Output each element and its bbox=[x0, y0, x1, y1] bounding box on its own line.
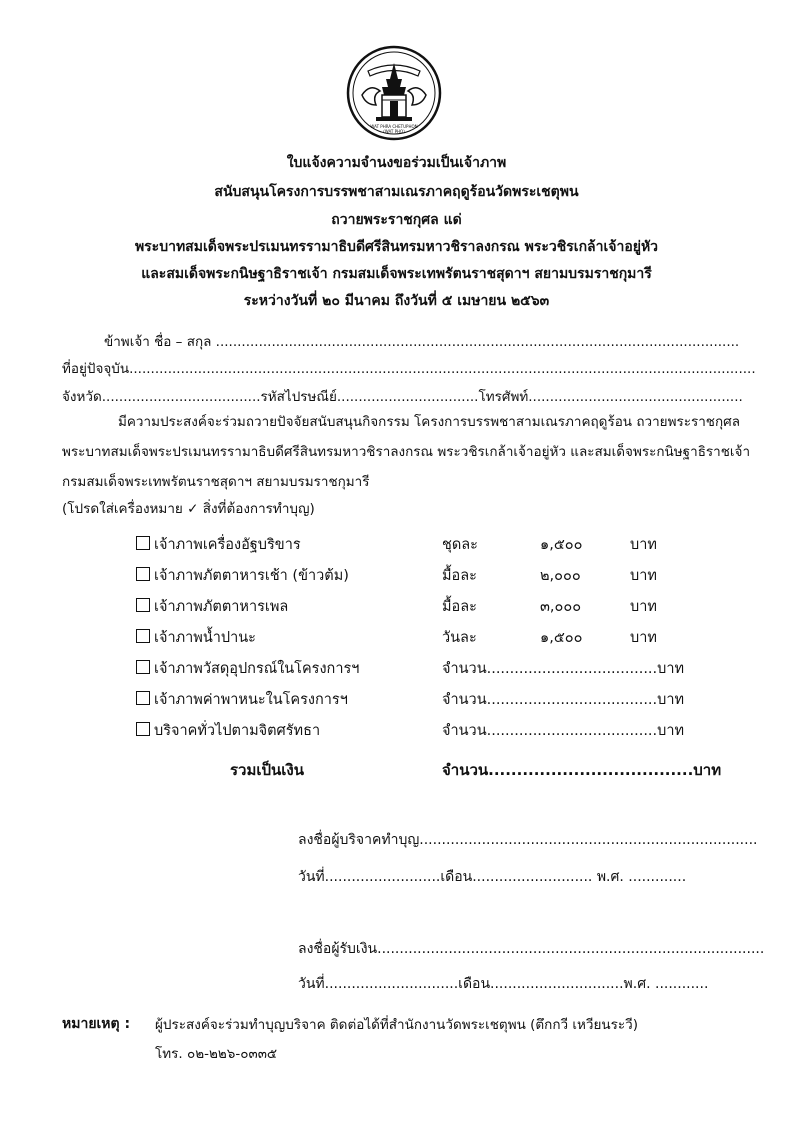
donation-item-amount: ๑,๕๐๐ bbox=[540, 537, 583, 553]
king-title-line: พระบาทสมเด็จพระปรเมนทรรามาธิบดีศรีสินทรมหาวชิราลงกรณ พระวชิรเกล้าเจ้าอยู่หัว bbox=[134, 239, 659, 255]
donation-item-currency: บาท bbox=[630, 630, 657, 646]
checkbox[interactable] bbox=[136, 660, 150, 674]
donation-item[interactable] bbox=[136, 657, 359, 680]
receiver-date-field[interactable]: วันที่..............................เดือน..............................พ.ศ. ............ bbox=[298, 976, 709, 992]
total-label: รวมเป็นเงิน bbox=[230, 761, 304, 779]
donation-item-label: เจ้าภาพค่าพาหนะในโครงการฯ bbox=[154, 692, 348, 708]
donation-item-amount: ๒,๐๐๐ bbox=[540, 568, 581, 584]
form-title: ใบแจ้งความจำนงขอร่วมเป็นเจ้าภาพ bbox=[286, 155, 507, 171]
donation-item-label: เจ้าภาพน้ำปานะ bbox=[154, 630, 256, 646]
checkbox[interactable] bbox=[136, 567, 150, 581]
province-postcode-phone-field[interactable]: จังหวัด.....................................รหัสไปรษณีย์.................................โทรศัพท์.................................................. bbox=[62, 389, 743, 405]
name-field[interactable]: ข้าพเจ้า ชื่อ – สกุล .......................................................................................................................... bbox=[104, 334, 740, 350]
donation-item-unit: ชุดละ bbox=[442, 537, 478, 553]
donation-item-unit: วันละ bbox=[442, 630, 477, 646]
donation-item-amount: ๓,๐๐๐ bbox=[540, 599, 582, 615]
intent-paragraph-line-3: กรมสมเด็จพระเทพรัตนราชสุดาฯ สยามบรมราชกุมารี bbox=[62, 474, 370, 490]
checkbox[interactable] bbox=[136, 722, 150, 736]
donation-item-amount: ๑,๕๐๐ bbox=[540, 630, 583, 646]
donation-item-amount-field[interactable]: จำนวน.....................................บาท bbox=[442, 723, 685, 739]
note-label: หมายเหตุ : bbox=[62, 1016, 131, 1032]
checkbox[interactable] bbox=[136, 629, 150, 643]
total-amount-field[interactable]: จำนวน....................................บาท bbox=[442, 761, 722, 779]
princess-title-line: และสมเด็จพระกนิษฐาธิราชเจ้า กรมสมเด็จพระเทพรัตนราชสุดาฯ สยามบรมราชกุมารี bbox=[141, 266, 652, 282]
project-title: สนับสนุนโครงการบรรพชาสามเณรภาคฤดูร้อนวัดพระเชตุพน bbox=[214, 184, 579, 200]
address-field[interactable]: ที่อยู่ปัจจุบัน.................................................................................................................................................. bbox=[62, 361, 756, 377]
intent-paragraph-line-1: มีความประสงค์จะร่วมถวายปัจจัยสนับสนุนกิจกรรม โครงการบรรพชาสามเณรภาคฤดูร้อน ถวายพระราชกุศล bbox=[118, 414, 740, 430]
checkbox[interactable] bbox=[136, 536, 150, 550]
svg-text:WAT PHRA CHETUPHON: WAT PHRA CHETUPHON bbox=[370, 124, 418, 129]
donation-item-currency: บาท bbox=[630, 537, 657, 553]
checkbox[interactable] bbox=[136, 691, 150, 705]
donation-item[interactable] bbox=[136, 533, 301, 556]
donation-item-amount-field[interactable]: จำนวน.....................................บาท bbox=[442, 692, 685, 708]
donation-item[interactable] bbox=[136, 595, 288, 618]
donor-signature-field[interactable]: ลงชื่อผู้บริจาคทำบุญ............................................................................ bbox=[298, 832, 758, 848]
intent-paragraph-line-2: พระบาทสมเด็จพระปรเมนทรรามาธิบดีศรีสินทรมหาวชิราลงกรณ พระวชิรเกล้าเจ้าอยู่หัว และสมเด็จพระกนิษฐาธิราชเจ้า bbox=[62, 444, 751, 460]
donation-item[interactable] bbox=[136, 626, 256, 649]
donation-item[interactable] bbox=[136, 688, 348, 711]
donation-item-label: เจ้าภาพภัตตาหารเช้า (ข้าวต้ม) bbox=[154, 568, 349, 584]
date-range-line: ระหว่างวันที่ ๒๐ มีนาคม ถึงวันที่ ๕ เมษายน ๒๕๖๓ bbox=[243, 293, 550, 309]
donation-item-unit: มื้อละ bbox=[442, 599, 477, 615]
instruction-text: (โปรดใส่เครื่องหมาย ✓ สิ่งที่ต้องการทำบุญ) bbox=[62, 501, 315, 517]
svg-text:(WAT PHO): (WAT PHO) bbox=[383, 129, 405, 134]
donation-item-label: เจ้าภาพภัตตาหารเพล bbox=[154, 599, 289, 615]
donation-item-currency: บาท bbox=[630, 568, 657, 584]
note-phone: โทร. ๐๒-๒๒๖-๐๓๓๕ bbox=[155, 1046, 278, 1062]
receiver-signature-field[interactable]: ลงชื่อผู้รับเงิน....................................................................................... bbox=[298, 941, 765, 957]
donation-item-amount-field[interactable]: จำนวน.....................................บาท bbox=[442, 661, 685, 677]
donation-item-unit: มื้อละ bbox=[442, 568, 477, 584]
donation-item-label: เจ้าภาพเครื่องอัฐบริขาร bbox=[154, 537, 301, 553]
donation-item[interactable] bbox=[136, 564, 349, 587]
donation-item-label: เจ้าภาพวัสดุอุปกรณ์ในโครงการฯ bbox=[154, 661, 360, 677]
donor-date-field[interactable]: วันที่..........................เดือน........................... พ.ศ. ............. bbox=[298, 869, 687, 885]
donation-item-label: บริจาคทั่วไปตามจิตศรัทธา bbox=[154, 723, 321, 739]
note-text: ผู้ประสงค์จะร่วมทำบุญบริจาค ติดต่อได้ที่สำนักงานวัดพระเชตุพน (ตึกกวี เหวียนระวี) bbox=[155, 1017, 638, 1033]
checkbox[interactable] bbox=[136, 598, 150, 612]
dedication-line: ถวายพระราชกุศล แด่ bbox=[331, 212, 462, 228]
donation-item-currency: บาท bbox=[630, 599, 657, 615]
donation-item[interactable] bbox=[136, 719, 320, 742]
temple-seal-logo bbox=[346, 45, 442, 141]
